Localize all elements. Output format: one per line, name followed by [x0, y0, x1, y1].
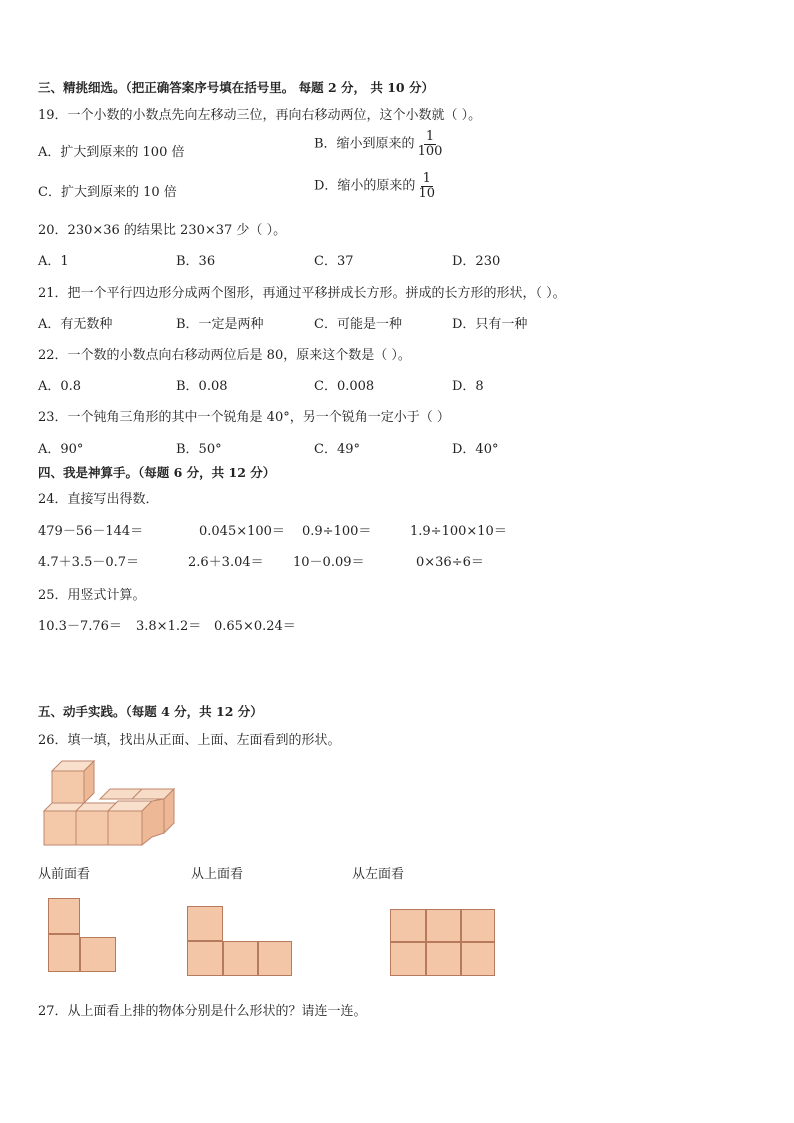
question-26-stem: 26．填一填，找出从正面、上面、左面看到的形状。 [38, 733, 341, 748]
fraction-1-100: $\frac{1}{100}$ [417, 129, 443, 159]
section-5-heading: 五、动手实践。（每题 4 分，共 12 分） [38, 704, 263, 719]
view-label-front: 从前面看 [38, 867, 91, 882]
q22-option-b[interactable]: B．0.08 [176, 379, 228, 394]
vertical-calc-item: 10.3－7.76＝ [38, 619, 122, 634]
q19-option-d[interactable] [314, 172, 437, 200]
question-21-stem: 21．把一个平行四边形分成两个图形，再通过平移拼成长方形。拼成的长方形的形状，（ ）。 [38, 286, 566, 301]
q23-option-b[interactable]: B．50° [176, 442, 222, 457]
question-19-stem: 19．一个小数的小数点先向左移动三位，再向右移动两位，这个小数就（ ）。 [38, 108, 482, 123]
vertical-calc-item: 0.65×0.24＝ [214, 619, 296, 634]
question-27-stem: 27．从上面看上排的物体分别是什么形状的？请连一连。 [38, 1004, 367, 1019]
calc-item: 1.9÷100×10＝ [410, 524, 507, 539]
q19-option-c[interactable]: C．扩大到原来的 10 倍 [38, 185, 177, 200]
question-24-stem: 24．直接写出得数． [38, 492, 159, 507]
view-label-top: 从上面看 [191, 867, 244, 882]
fraction-1-10: $\frac{1}{10}$ [418, 171, 435, 201]
calc-item: 10－0.09＝ [293, 555, 365, 570]
q23-option-a[interactable]: A．90° [38, 442, 84, 457]
q21-option-b[interactable]: B．一定是两种 [176, 317, 264, 332]
question-22-stem: 22．一个数的小数点向右移动两位后是 80，原来这个数是（ ）。 [38, 348, 411, 363]
q19-option-d-text: D．缩小的原来的 [314, 178, 416, 194]
question-20-stem: 20．230×36 的结果比 230×37 少（ ）。 [38, 223, 287, 238]
calc-item: 2.6＋3.04＝ [188, 555, 264, 570]
cube-stack-figure [38, 755, 178, 851]
q21-option-d[interactable]: D．只有一种 [452, 317, 528, 332]
q21-option-c[interactable]: C．可能是一种 [314, 317, 402, 332]
calc-item: 0.045×100＝ [199, 524, 285, 539]
q23-option-d[interactable]: D．40° [452, 442, 499, 457]
section-3-heading: 三、精挑细选。（把正确答案序号填在括号里。 每题 2 分， 共 10 分） [38, 80, 434, 95]
q19-option-b-text: B．缩小到原来的 [314, 136, 415, 152]
section-4-heading: 四、我是神算手。（每题 6 分，共 12 分） [38, 465, 276, 480]
calc-item: 4.7＋3.5－0.7＝ [38, 555, 140, 570]
question-23-stem: 23．一个钝角三角形的其中一个锐角是 40°，另一个锐角一定小于（ ） [38, 410, 450, 425]
q20-option-d[interactable]: D．230 [452, 254, 501, 269]
q22-option-d[interactable]: D．8 [452, 379, 484, 394]
q20-option-a[interactable]: A．1 [38, 254, 69, 269]
q19-option-a[interactable]: A．扩大到原来的 100 倍 [38, 145, 185, 160]
q22-option-a[interactable]: A．0.8 [38, 379, 82, 394]
calc-item: 479－56－144＝ [38, 524, 144, 539]
calc-item: 0.9÷100＝ [302, 524, 372, 539]
view-label-left: 从左面看 [352, 867, 405, 882]
vertical-calc-item: 3.8×1.2＝ [136, 619, 202, 634]
q23-option-c[interactable]: C．49° [314, 442, 360, 457]
question-25-stem: 25．用竖式计算。 [38, 588, 146, 603]
calc-item: 0×36÷6＝ [416, 555, 484, 570]
q19-option-b[interactable] [314, 130, 444, 158]
q20-option-b[interactable]: B．36 [176, 254, 216, 269]
q22-option-c[interactable]: C．0.008 [314, 379, 375, 394]
q20-option-c[interactable]: C．37 [314, 254, 354, 269]
q21-option-a[interactable]: A．有无数种 [38, 317, 113, 332]
